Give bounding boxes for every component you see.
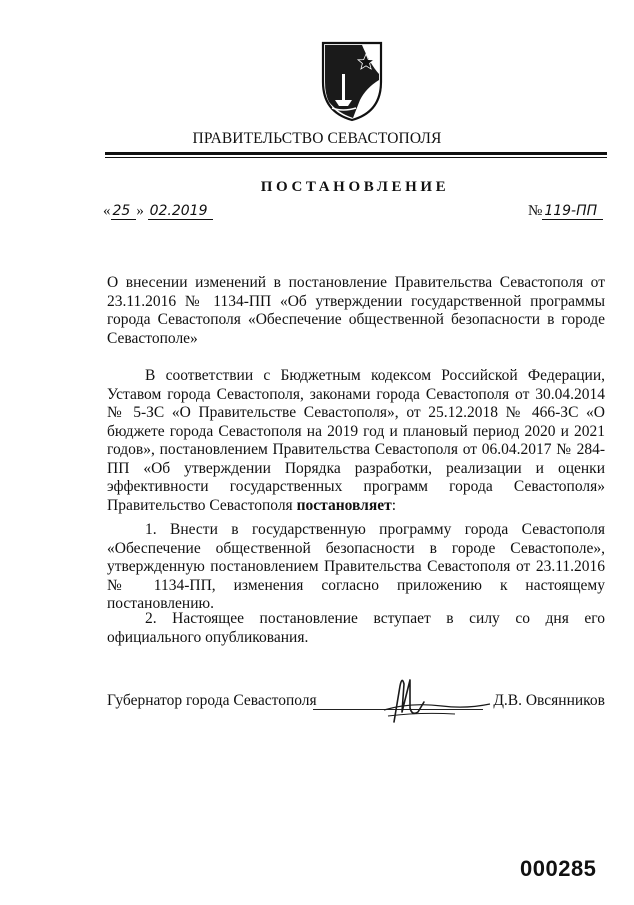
serial-number: 000285 <box>520 856 597 881</box>
organization-name: ПРАВИТЕЛЬСТВО СЕВАСТОПОЛЯ <box>192 130 442 147</box>
header-rule-thin <box>105 157 607 158</box>
preamble-paragraph <box>107 367 605 515</box>
date-quote-close: » <box>136 203 144 219</box>
number-value: 119-ПП <box>542 203 603 220</box>
coat-of-arms-icon <box>320 40 384 122</box>
document-number <box>528 203 603 220</box>
signatory-position: Губернатор города Севастополя <box>107 692 317 709</box>
item-text: 2. Настоящее постановление вступает в силу со дня его официального опубликования. <box>107 610 605 646</box>
signature-block <box>107 692 605 712</box>
handwritten-signature <box>380 672 495 724</box>
date-day: 25 <box>111 203 137 220</box>
signatory-name: Д.В. Овсянников <box>493 692 605 709</box>
decree-item-2 <box>107 610 605 647</box>
subject-text: О внесении изменений в постановление Правительства Севастополя от 23.11.2016 № 1134-ПП «Об утверждении государственной программы города Севастополя «Обеспечение общественной безопасности в городе Севастополе» <box>107 274 605 347</box>
preamble-colon: : <box>391 496 397 514</box>
document-type-title: ПОСТАНОВЛЕНИЕ <box>260 179 450 195</box>
number-sign: № <box>528 203 543 219</box>
preamble-text: В соответствии с Бюджетным кодексом Российской Федерации, Уставом города Севастополя, законами города Севастополя от 30.04.2014 № 5-ЗС «О Правительстве Севастополя», от 25.12.2018 № 466-ЗС «О бюджете города Севастополя на 2019 год и плановый период 2020 и 2021 годов», постановлением Правительства Севастополя от 06.04.2017 № 284-ПП «Об утверждении Порядка разработки, реализации и оценки эффективности государственных программ города Севастополя» Правительство Севастополя <box>107 367 605 514</box>
date-month-year: 02.2019 <box>148 203 214 220</box>
header-rule-thick <box>105 152 607 155</box>
document-subject <box>107 274 605 348</box>
decree-item-1 <box>107 521 605 614</box>
decree-word: постановляет <box>296 496 392 514</box>
item-text: 1. Внести в государственную программу города Севастополя «Обеспечение общественной безопасности в городе Севастополе», утвержденную постановлением Правительства Севастополя от 23.11.2016 № 1134-ПП, изменения согласно приложению к настоящему постановлению. <box>107 521 605 612</box>
date-quote-open: « <box>103 203 111 219</box>
document-date <box>103 203 213 220</box>
preamble <box>107 367 605 515</box>
